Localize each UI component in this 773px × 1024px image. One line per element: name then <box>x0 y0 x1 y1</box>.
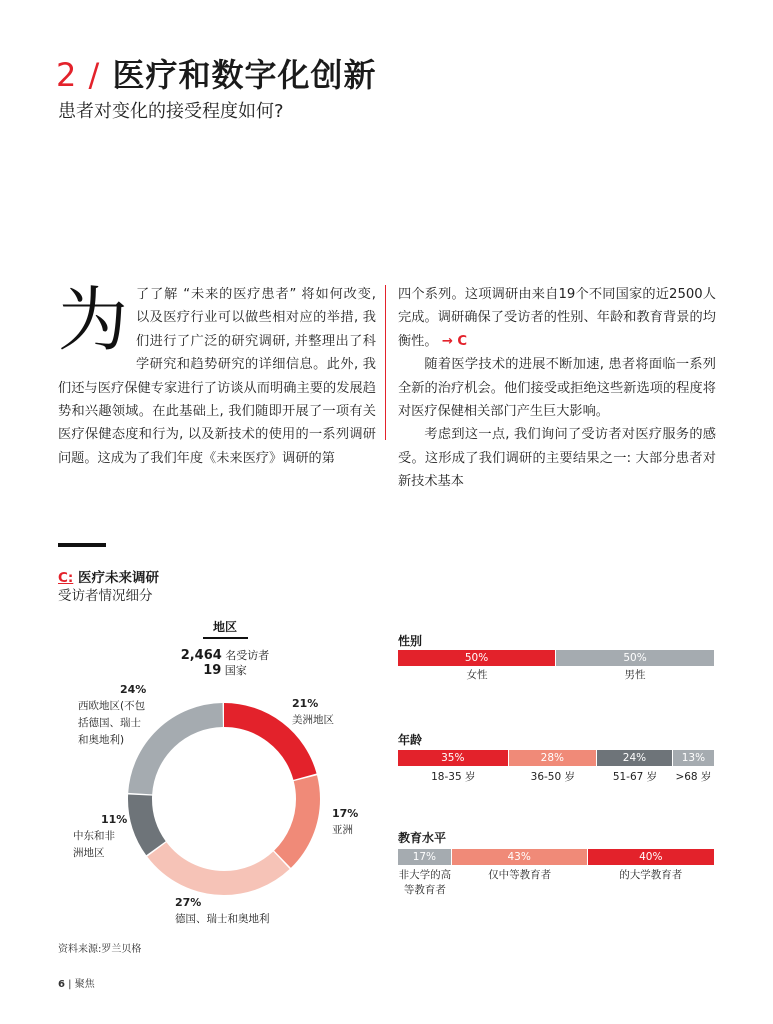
age-chart-title: 年龄 <box>398 733 423 747</box>
bar-segment-label-1: 男性 <box>624 669 646 681</box>
bar-segment-2: 24% <box>597 750 673 766</box>
bar-segment-0: 35% <box>398 750 509 766</box>
section-number: 2 / <box>56 56 101 94</box>
drop-cap: 为 <box>58 279 128 361</box>
section-heading: 医疗和数字化创新 <box>112 56 377 94</box>
education-bar <box>398 849 714 865</box>
body-column-2 <box>398 283 716 494</box>
age-bar <box>398 750 714 766</box>
figure-label: C: <box>58 570 74 586</box>
body-paragraph-1: 四个系列。这项调研由来自19个不同国家的近2500人完成。调研确保了受访者的性别、年龄和教育背景的均衡性。 → C <box>398 287 716 349</box>
bar-segment-1: 43% <box>452 849 588 865</box>
bar-segment-label-0: 非大学的高等教育者 <box>398 869 452 896</box>
figure-rule <box>58 543 106 547</box>
page-footer: 6 | 聚焦 <box>58 979 95 990</box>
section-title <box>56 50 376 96</box>
bar-segment-1: 50% <box>556 650 714 666</box>
region-donut-chart <box>126 701 322 897</box>
bar-segment-label-3: >68 岁 <box>675 771 712 783</box>
region-chart-title: 地区 <box>212 620 237 634</box>
page-number: 6 <box>58 979 65 990</box>
gender-bar <box>398 650 714 666</box>
bar-segment-2: 40% <box>588 849 714 865</box>
bar-segment-1: 28% <box>509 750 597 766</box>
slice-label-western-europe: 24% 西欧地区(不包括德国、瑞士和奥地利) <box>78 683 147 746</box>
body-text-1: 了了解 “未来的医疗患者” 将如何改变, 以及医疗行业可以做些相对应的举措, 我们进行了广泛的研究调研, 并整理出了科学研究和趋势研究的详细信息。此外, 我们还与医疗保健专家进行了访谈从而明确主要的发展趋势和兴趣领域。在此基础上, 我们随即开展了一项有关医疗保健态度和行为, 以及新技术的使用的一系列调研问题。这成为了我们年度《未来医疗》调研的第 <box>58 287 376 466</box>
bar-segment-0: 50% <box>398 650 556 666</box>
country-count: 19 <box>203 663 222 678</box>
slice-label-americas: 21% 美洲地区 <box>292 697 334 726</box>
bar-segment-label-2: 51-67 岁 <box>612 771 658 783</box>
bar-segment-label-0: 女性 <box>466 669 488 681</box>
slice-label-asia: 17% 亚洲 <box>332 807 359 836</box>
region-title-rule <box>203 637 248 639</box>
bar-segment-0: 17% <box>398 849 452 865</box>
column-divider <box>385 285 386 440</box>
bar-segment-label-1: 36-50 岁 <box>530 771 575 783</box>
section-subtitle: 患者对变化的接受程度如何? <box>58 101 284 122</box>
respondent-count: 2,464 <box>180 648 222 663</box>
body-paragraph-2: 随着医学技术的进展不断加速, 患者将面临一系列全新的治疗机会。他们接受或拒绝这些新选项的程度将对医疗保健相关部门产生巨大影响。 <box>398 357 716 420</box>
body-column-1 <box>58 279 376 470</box>
figure-subtitle: 受访者情况细分 <box>58 588 153 604</box>
body-paragraph-3: 考虑到这一点, 我们询问了受访者对医疗服务的感受。这形成了我们调研的主要结果之一: 大部分患者对新技术基本 <box>398 427 716 490</box>
source-note: 资料来源:罗兰贝格 <box>58 944 142 955</box>
respondent-totals: 2,464 名受访者 19 国家 <box>180 648 270 678</box>
bar-segment-label-2: 的大学教育者 <box>619 869 683 881</box>
bar-segment-label-1: 仅中等教育者 <box>488 869 552 881</box>
bar-segment-label-0: 18-35 岁 <box>431 771 476 783</box>
publication-name: 聚焦 <box>74 979 95 990</box>
education-chart-title: 教育水平 <box>398 831 447 845</box>
figure-reference-link[interactable]: → C <box>441 333 468 349</box>
slice-label-dach: 27% 德国、瑞士和奥地利 <box>175 896 270 925</box>
bar-segment-3: 13% <box>673 750 714 766</box>
gender-chart-title: 性别 <box>398 634 423 648</box>
figure-title: C: 医疗未来调研 <box>58 570 160 586</box>
slice-label-mea: 11% 中东和非洲地区 <box>73 813 128 859</box>
